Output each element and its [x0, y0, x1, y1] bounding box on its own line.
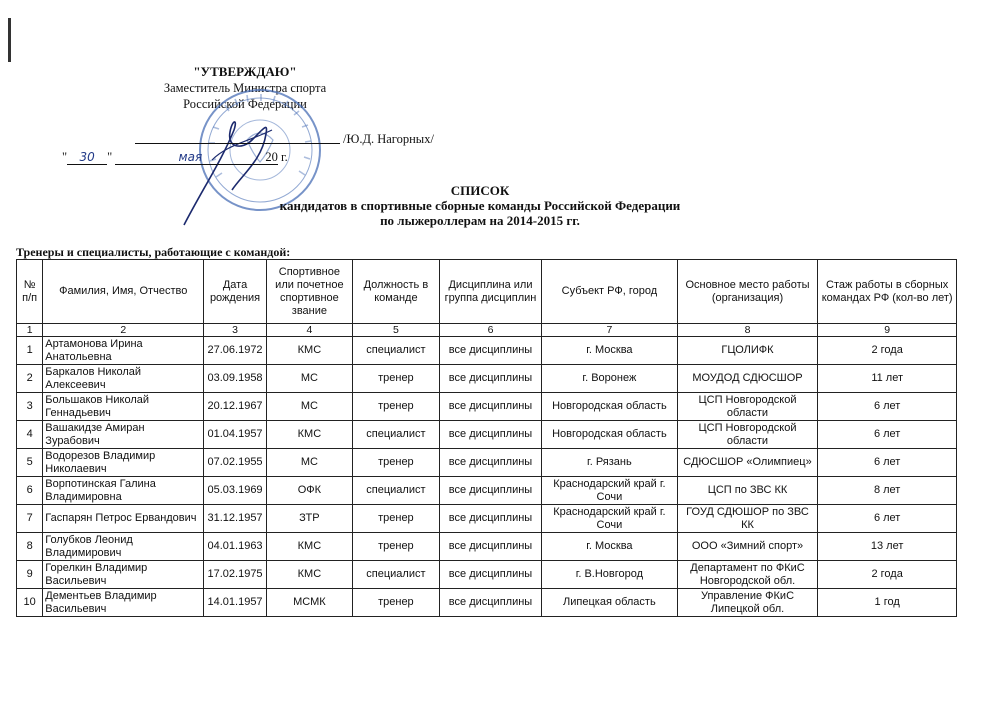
cell-discipline: все дисциплины	[439, 561, 541, 589]
cell-number: 7	[17, 505, 43, 533]
cell-sport-title: ЗТР	[266, 505, 352, 533]
cell-experience: 6 лет	[818, 421, 957, 449]
document-title-block	[230, 183, 730, 228]
cell-discipline: все дисциплины	[439, 477, 541, 505]
cell-position: специалист	[352, 477, 439, 505]
approval-heading: "УТВЕРЖДАЮ"	[193, 64, 297, 79]
cell-workplace: ЦСП Новгородской области	[677, 393, 818, 421]
document-subtitle-line1: кандидатов в спортивные сборные команды Российской Федерации	[279, 198, 681, 213]
header-experience: Стаж работы в сборных командах РФ (кол-во лет)	[818, 260, 957, 324]
cell-sport-title: ОФК	[266, 477, 352, 505]
cell-position: специалист	[352, 561, 439, 589]
cell-discipline: все дисциплины	[439, 365, 541, 393]
cell-region-city: г. Москва	[542, 337, 678, 365]
cell-full-name: Водорезов Владимир Николаевич	[43, 449, 204, 477]
cell-birth-date: 17.02.1975	[204, 561, 267, 589]
cell-region-city: Липецкая область	[542, 589, 678, 617]
cell-workplace: Департамент по ФКиС Новгородской обл.	[677, 561, 818, 589]
cell-workplace: ЦСП по ЗВС КК	[677, 477, 818, 505]
cell-birth-date: 03.09.1958	[204, 365, 267, 393]
cell-workplace: Управление ФКиС Липецкой обл.	[677, 589, 818, 617]
cell-experience: 13 лет	[818, 533, 957, 561]
table-row	[17, 505, 957, 533]
cell-full-name: Горелкин Владимир Васильевич	[43, 561, 204, 589]
cell-region-city: Краснодарский край г. Сочи	[542, 477, 678, 505]
table-row	[17, 365, 957, 393]
cell-birth-date: 14.01.1957	[204, 589, 267, 617]
approval-position-line1: Заместитель Министра спорта	[163, 81, 327, 95]
cell-number: 9	[17, 561, 43, 589]
cell-sport-title: КМС	[266, 421, 352, 449]
approval-position-line2: Российской Федерации	[183, 97, 307, 111]
signer-name: /Ю.Д. Нагорных/	[343, 132, 434, 146]
cell-birth-date: 04.01.1963	[204, 533, 267, 561]
cell-birth-date: 27.06.1972	[204, 337, 267, 365]
cell-workplace: МОУДОД СДЮСШОР	[677, 365, 818, 393]
cell-birth-date: 20.12.1967	[204, 393, 267, 421]
cell-full-name: Артамонова Ирина Анатольевна	[43, 337, 204, 365]
cell-position: тренер	[352, 505, 439, 533]
date-day: 30	[67, 150, 107, 165]
cell-region-city: г. Рязань	[542, 449, 678, 477]
document-title: СПИСОК	[450, 183, 510, 198]
signature-line	[135, 143, 340, 144]
cell-birth-date: 01.04.1957	[204, 421, 267, 449]
cell-region-city: г. Воронеж	[542, 365, 678, 393]
document-subtitle-line2: по лыжероллерам на 2014-2015 гг.	[380, 213, 580, 228]
cell-workplace: ООО «Зимний спорт»	[677, 533, 818, 561]
section-title: Тренеры и специалисты, работающие с командой:	[16, 245, 291, 259]
cell-full-name: Гаспарян Петрос Ервандович	[43, 505, 204, 533]
column-number: 2	[43, 324, 204, 337]
column-number: 7	[542, 324, 678, 337]
cell-region-city: Новгородская область	[542, 421, 678, 449]
cell-discipline: все дисциплины	[439, 505, 541, 533]
cell-position: специалист	[352, 337, 439, 365]
cell-number: 8	[17, 533, 43, 561]
cell-sport-title: МС	[266, 365, 352, 393]
header-number: № п/п	[17, 260, 43, 324]
date-year: 20	[265, 150, 278, 164]
column-number-row	[17, 324, 957, 337]
cell-experience: 6 лет	[818, 393, 957, 421]
approval-date	[62, 150, 288, 165]
table-row	[17, 421, 957, 449]
cell-full-name: Голубков Леонид Владимирович	[43, 533, 204, 561]
cell-position: специалист	[352, 421, 439, 449]
cell-position: тренер	[352, 393, 439, 421]
cell-discipline: все дисциплины	[439, 589, 541, 617]
cell-full-name: Большаков Николай Геннадьевич	[43, 393, 204, 421]
header-birth-date: Дата рождения	[204, 260, 267, 324]
table-row	[17, 561, 957, 589]
cell-number: 2	[17, 365, 43, 393]
cell-number: 5	[17, 449, 43, 477]
cell-full-name: Ворпотинская Галина Владимировна	[43, 477, 204, 505]
cell-experience: 2 года	[818, 337, 957, 365]
header-sport-title: Спортивное или почетное спортивное звание	[266, 260, 352, 324]
header-discipline: Дисциплина или группа дисциплин	[439, 260, 541, 324]
cell-region-city: г. В.Новгород	[542, 561, 678, 589]
cell-workplace: ЦСП Новгородской области	[677, 421, 818, 449]
cell-full-name: Баркалов Николай Алексеевич	[43, 365, 204, 393]
table-row	[17, 533, 957, 561]
cell-sport-title: МС	[266, 449, 352, 477]
cell-sport-title: МСМК	[266, 589, 352, 617]
date-open-quote: "	[62, 150, 68, 164]
date-close-quote: "	[107, 150, 113, 164]
cell-experience: 6 лет	[818, 505, 957, 533]
date-month: мая	[115, 150, 265, 165]
column-number: 8	[677, 324, 818, 337]
cell-region-city: г. Москва	[542, 533, 678, 561]
column-number: 3	[204, 324, 267, 337]
header-full-name: Фамилия, Имя, Отчество	[43, 260, 204, 324]
cell-discipline: все дисциплины	[439, 449, 541, 477]
table-row	[17, 477, 957, 505]
column-number: 4	[266, 324, 352, 337]
cell-position: тренер	[352, 589, 439, 617]
cell-discipline: все дисциплины	[439, 393, 541, 421]
cell-sport-title: МС	[266, 393, 352, 421]
table-row	[17, 393, 957, 421]
header-workplace: Основное место работы (организация)	[677, 260, 818, 324]
scan-edge-mark	[8, 18, 11, 62]
cell-experience: 11 лет	[818, 365, 957, 393]
cell-workplace: ГЦОЛИФК	[677, 337, 818, 365]
column-number: 9	[818, 324, 957, 337]
cell-birth-date: 07.02.1955	[204, 449, 267, 477]
staff-table	[16, 259, 957, 617]
column-number: 5	[352, 324, 439, 337]
table-row	[17, 337, 957, 365]
cell-experience: 2 года	[818, 561, 957, 589]
cell-position: тренер	[352, 533, 439, 561]
cell-birth-date: 05.03.1969	[204, 477, 267, 505]
cell-experience: 8 лет	[818, 477, 957, 505]
cell-experience: 1 год	[818, 589, 957, 617]
cell-discipline: все дисциплины	[439, 533, 541, 561]
cell-sport-title: КМС	[266, 533, 352, 561]
cell-position: тренер	[352, 449, 439, 477]
cell-number: 1	[17, 337, 43, 365]
cell-birth-date: 31.12.1957	[204, 505, 267, 533]
cell-number: 4	[17, 421, 43, 449]
cell-workplace: СДЮСШОР «Олимпиец»	[677, 449, 818, 477]
cell-sport-title: КМС	[266, 337, 352, 365]
cell-region-city: Краснодарский край г. Сочи	[542, 505, 678, 533]
header-region-city: Субъект РФ, город	[542, 260, 678, 324]
table-row	[17, 449, 957, 477]
column-number: 6	[439, 324, 541, 337]
cell-workplace: ГОУД СДЮШОР по ЗВС КК	[677, 505, 818, 533]
cell-region-city: Новгородская область	[542, 393, 678, 421]
cell-full-name: Вашакидзе Амиран Зурабович	[43, 421, 204, 449]
cell-full-name: Дементьев Владимир Васильевич	[43, 589, 204, 617]
cell-number: 6	[17, 477, 43, 505]
date-suffix: г.	[280, 150, 288, 164]
column-number: 1	[17, 324, 43, 337]
cell-number: 10	[17, 589, 43, 617]
cell-experience: 6 лет	[818, 449, 957, 477]
cell-discipline: все дисциплины	[439, 421, 541, 449]
cell-number: 3	[17, 393, 43, 421]
header-position: Должность в команде	[352, 260, 439, 324]
cell-discipline: все дисциплины	[439, 337, 541, 365]
cell-position: тренер	[352, 365, 439, 393]
cell-sport-title: КМС	[266, 561, 352, 589]
table-row	[17, 589, 957, 617]
table-header-row	[17, 260, 957, 324]
